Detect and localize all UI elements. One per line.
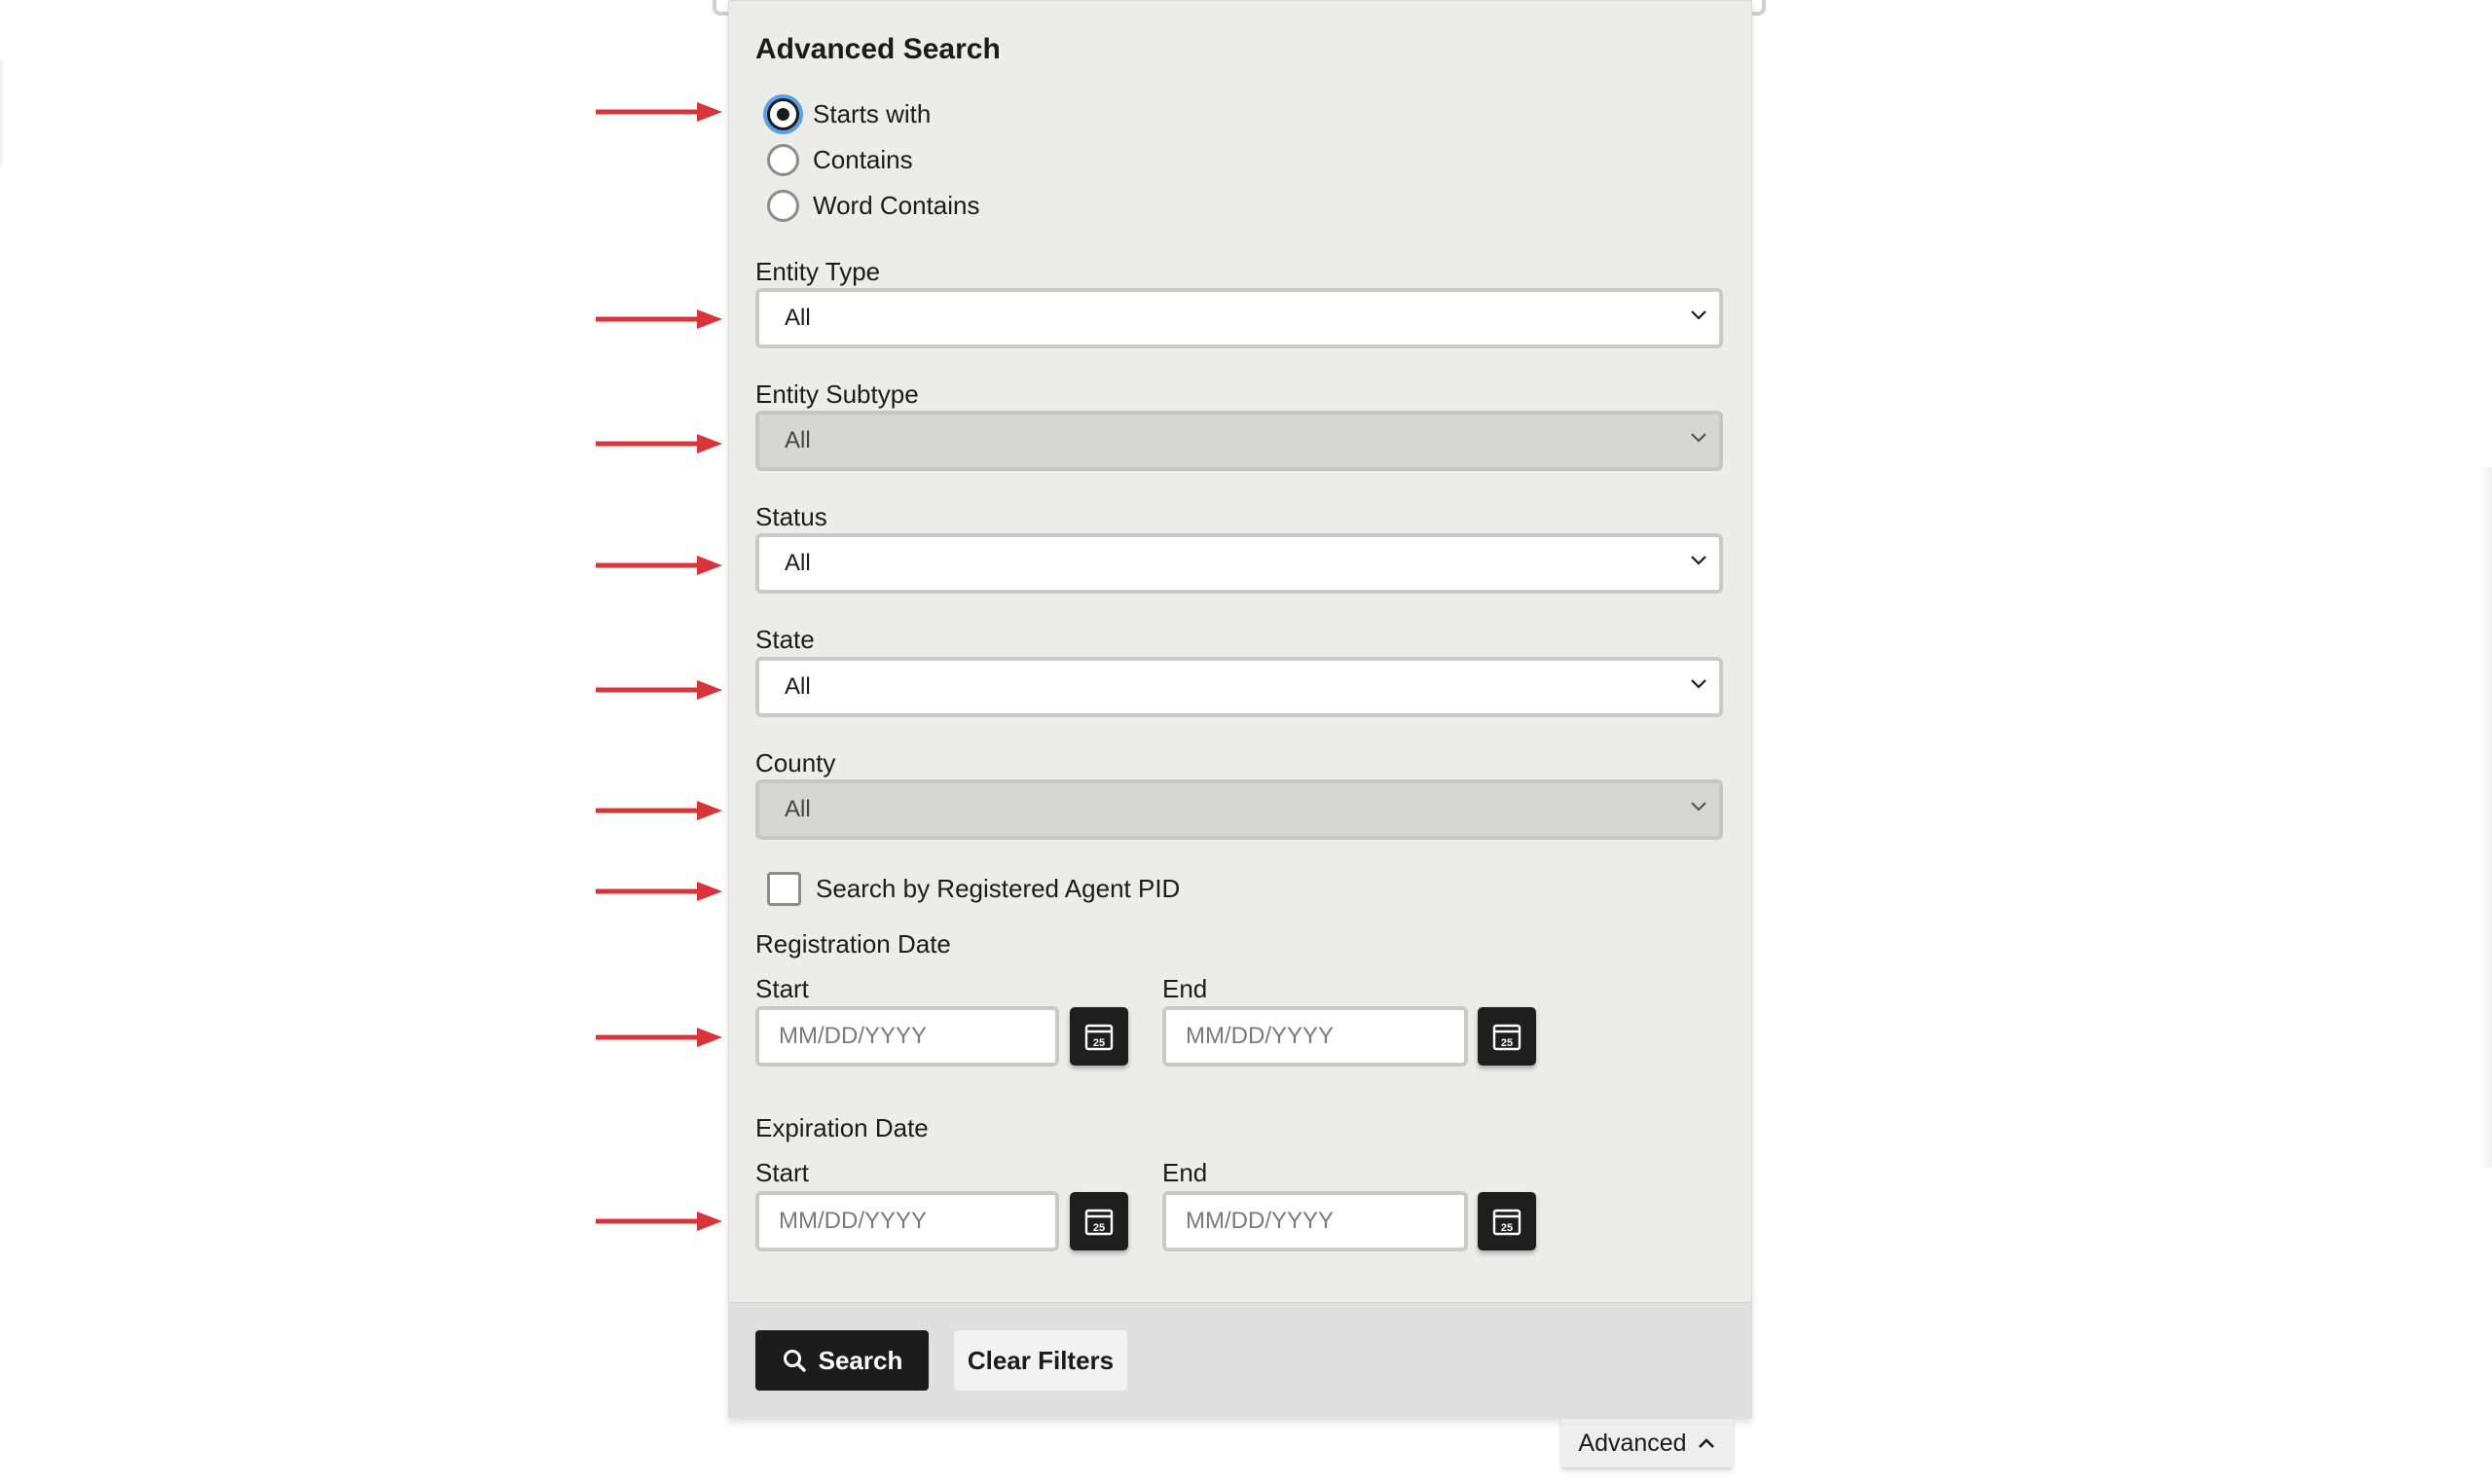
svg-text:25: 25 xyxy=(1092,1037,1106,1049)
expiration-end-input[interactable] xyxy=(1162,1191,1468,1251)
chevron-down-icon xyxy=(1690,801,1707,813)
state-value: All xyxy=(785,673,811,700)
calendar-icon xyxy=(1491,1021,1522,1052)
status-select[interactable] xyxy=(755,533,1723,594)
expiration-date-label: Expiration Date xyxy=(755,1113,929,1142)
chevron-down-icon xyxy=(1690,555,1707,566)
radio-contains[interactable] xyxy=(767,144,913,176)
registration-start-input[interactable] xyxy=(755,1006,1059,1067)
svg-text:25: 25 xyxy=(1500,1037,1514,1049)
state-select[interactable] xyxy=(755,657,1723,717)
clear-filters-button[interactable] xyxy=(954,1330,1127,1391)
annotation-arrow xyxy=(596,101,722,123)
annotation-arrow xyxy=(596,800,722,821)
annotation-arrow xyxy=(596,433,722,454)
calendar-icon xyxy=(1083,1206,1115,1237)
entity-subtype-select[interactable] xyxy=(755,411,1723,471)
radio-starts-with[interactable] xyxy=(767,98,931,130)
annotation-arrow xyxy=(596,308,722,330)
date-placeholder: MM/DD/YYYY xyxy=(779,1023,928,1049)
status-value: All xyxy=(785,550,811,576)
county-label: County xyxy=(755,748,836,778)
date-placeholder: MM/DD/YYYY xyxy=(1186,1023,1335,1049)
svg-text:25: 25 xyxy=(1092,1222,1106,1234)
radio-word-contains[interactable] xyxy=(767,190,980,222)
radio-label: Word Contains xyxy=(813,191,980,220)
calendar-icon xyxy=(1491,1206,1522,1237)
registration-end-input[interactable] xyxy=(1162,1006,1468,1067)
radio-label: Starts with xyxy=(813,99,932,128)
radio-button[interactable] xyxy=(767,144,799,176)
left-edge-mark xyxy=(0,60,3,167)
registration-date-label: Registration Date xyxy=(755,929,951,959)
advanced-toggle-label: Advanced xyxy=(1578,1429,1687,1457)
registration-end-label: End xyxy=(1162,974,1208,1003)
status-label: Status xyxy=(755,502,827,531)
annotation-arrow xyxy=(596,679,722,701)
annotation-arrow xyxy=(596,1027,722,1048)
annotation-arrow xyxy=(596,881,722,902)
county-select[interactable] xyxy=(755,779,1723,840)
entity-type-value: All xyxy=(785,305,811,331)
registration-start-label: Start xyxy=(755,974,809,1003)
entity-subtype-value: All xyxy=(785,427,811,453)
expiration-start-label: Start xyxy=(755,1158,809,1187)
svg-text:25: 25 xyxy=(1500,1222,1514,1234)
radio-label: Contains xyxy=(813,145,913,174)
chevron-down-icon xyxy=(1690,432,1707,444)
chevron-down-icon xyxy=(1690,309,1707,321)
chevron-down-icon xyxy=(1690,678,1707,690)
search-button[interactable] xyxy=(755,1330,929,1391)
entity-subtype-label: Entity Subtype xyxy=(755,380,919,409)
panel-title: Advanced Search xyxy=(755,33,1001,65)
radio-button-checked[interactable] xyxy=(767,98,799,130)
registered-agent-label[interactable]: Search by Registered Agent PID xyxy=(816,874,1181,903)
radio-button[interactable] xyxy=(767,190,799,222)
search-button-label: Search xyxy=(818,1345,903,1375)
state-label: State xyxy=(755,625,815,654)
expiration-end-label: End xyxy=(1162,1158,1208,1187)
chevron-up-icon xyxy=(1697,1436,1716,1450)
expiration-start-calendar-button[interactable] xyxy=(1070,1192,1128,1250)
advanced-toggle-tab[interactable] xyxy=(1561,1419,1733,1467)
expiration-start-input[interactable] xyxy=(755,1191,1059,1251)
registered-agent-checkbox[interactable] xyxy=(767,872,801,906)
registration-start-calendar-button[interactable] xyxy=(1070,1007,1128,1066)
expiration-end-calendar-button[interactable] xyxy=(1478,1192,1536,1250)
search-icon xyxy=(782,1348,807,1373)
county-value: All xyxy=(785,796,811,822)
right-edge-shadow xyxy=(2478,467,2492,1168)
entity-type-select[interactable] xyxy=(755,288,1723,348)
clear-filters-label: Clear Filters xyxy=(967,1345,1115,1375)
date-placeholder: MM/DD/YYYY xyxy=(1186,1208,1335,1234)
entity-type-label: Entity Type xyxy=(755,257,881,286)
date-placeholder: MM/DD/YYYY xyxy=(779,1208,928,1234)
calendar-icon xyxy=(1083,1021,1115,1052)
annotation-arrow xyxy=(596,555,722,576)
registration-end-calendar-button[interactable] xyxy=(1478,1007,1536,1066)
annotation-arrow xyxy=(596,1211,722,1232)
